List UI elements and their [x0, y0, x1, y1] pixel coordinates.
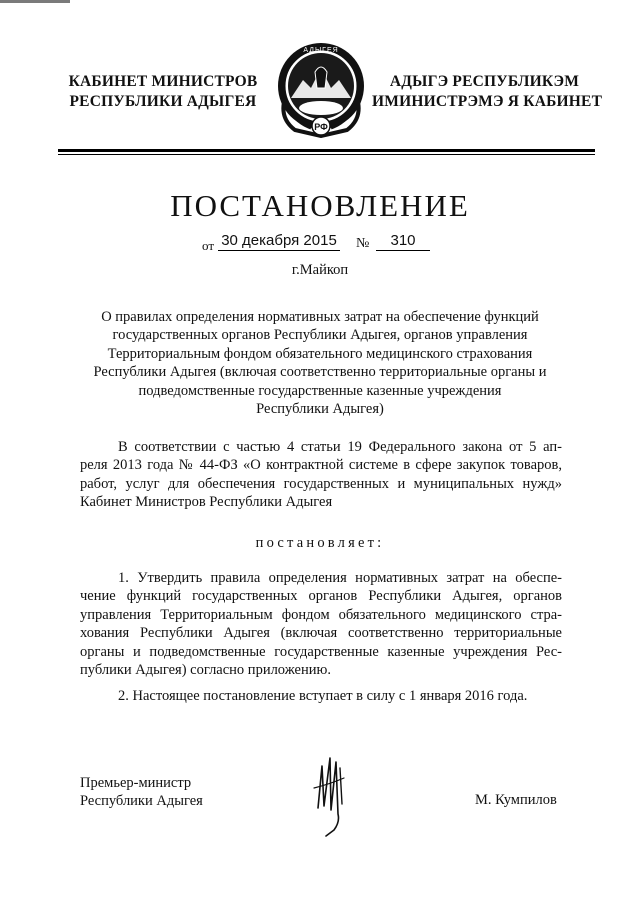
header-rule-thin: [58, 154, 595, 155]
header-left-line-1: КАБИНЕТ МИНИСТРОВ: [68, 73, 258, 90]
header-right-line-1: АДЫГЭ РЕСПУБЛИКЭМ: [389, 73, 580, 90]
preamble-line: работ, услуг для обеспечения государственных и муниципальных нужд»: [80, 475, 562, 492]
signatory-position-line: Премьер-министр: [80, 775, 192, 791]
emblem-rf-text: РФ: [314, 122, 328, 132]
header-left-line-2: РЕСПУБЛИКИ АДЫГЕЯ: [69, 93, 257, 110]
preamble-paragraph: [80, 438, 562, 512]
subject-line: О правилах определения нормативных затрат на обеспечение функций: [101, 309, 539, 325]
header-right-line-2: ИМИНИСТРЭМЭ Я КАБИНЕТ: [372, 93, 603, 110]
signatory-position: [80, 774, 203, 811]
document-number: 310: [376, 232, 430, 251]
preamble-line: реля 2013 года № 44-ФЗ «О контрактной системе в сфере закупок товаров,: [80, 457, 562, 474]
header-left-org: [58, 72, 268, 112]
item-1-line: чение функций государственных органов Республики Адыгея, органов: [80, 588, 562, 605]
signatory-name: М. Кумпилов: [475, 792, 557, 808]
number-sign-label: №: [356, 236, 370, 251]
document-title: ПОСТАНОВЛЕНИЕ: [170, 188, 470, 223]
item-1-line: публики Адыгея) согласно приложению.: [80, 662, 331, 679]
item-1-line: органы и подведомственные государственные казенные учреждения Рес-: [80, 643, 562, 660]
subject-line: Республики Адыгея (включая соответственно территориальные органы и: [93, 364, 547, 381]
item-1-line: хования Республики Адыгея (включая соответственно территориальные: [80, 625, 562, 642]
header-rule-thick: [58, 149, 595, 152]
preamble-line: В соответствии с частью 4 статьи 19 Федерального закона от 5 ап-: [118, 439, 562, 455]
decree-word: постановляет:: [255, 535, 385, 551]
handwritten-signature: [300, 748, 360, 838]
document-date: 30 декабря 2015: [218, 232, 340, 251]
subject-line: государственных органов Республики Адыгея, органов управления: [112, 327, 528, 344]
date-prefix-label: от: [202, 238, 215, 253]
coat-of-arms-emblem: [275, 38, 367, 138]
subject-line: подведомственные государственные казенные учреждения: [138, 382, 502, 399]
city-name: г.Майкоп: [291, 262, 349, 278]
subject-line: Республики Адыгея): [256, 401, 384, 418]
item-1-paragraph: [80, 569, 562, 679]
subject-line: Территориальным фондом обязательного медицинского страхования: [107, 345, 533, 362]
scan-artifact: [0, 0, 70, 3]
emblem-ring-text: АДЫГЕЯ: [303, 47, 339, 54]
item-2-paragraph: 2. Настоящее постановление вступает в силу с 1 января 2016 года.: [118, 688, 528, 704]
item-1-line: 1. Утвердить правила определения нормативных затрат на обеспе-: [118, 570, 562, 586]
item-1-line: управления Территориальным фондом обязательного медицинского стра-: [80, 606, 562, 623]
preamble-line: Кабинет Министров Республики Адыгея: [80, 494, 333, 511]
signatory-position-line: Республики Адыгея: [80, 793, 203, 810]
document-subject: [80, 308, 560, 418]
header-right-org: [372, 72, 603, 112]
